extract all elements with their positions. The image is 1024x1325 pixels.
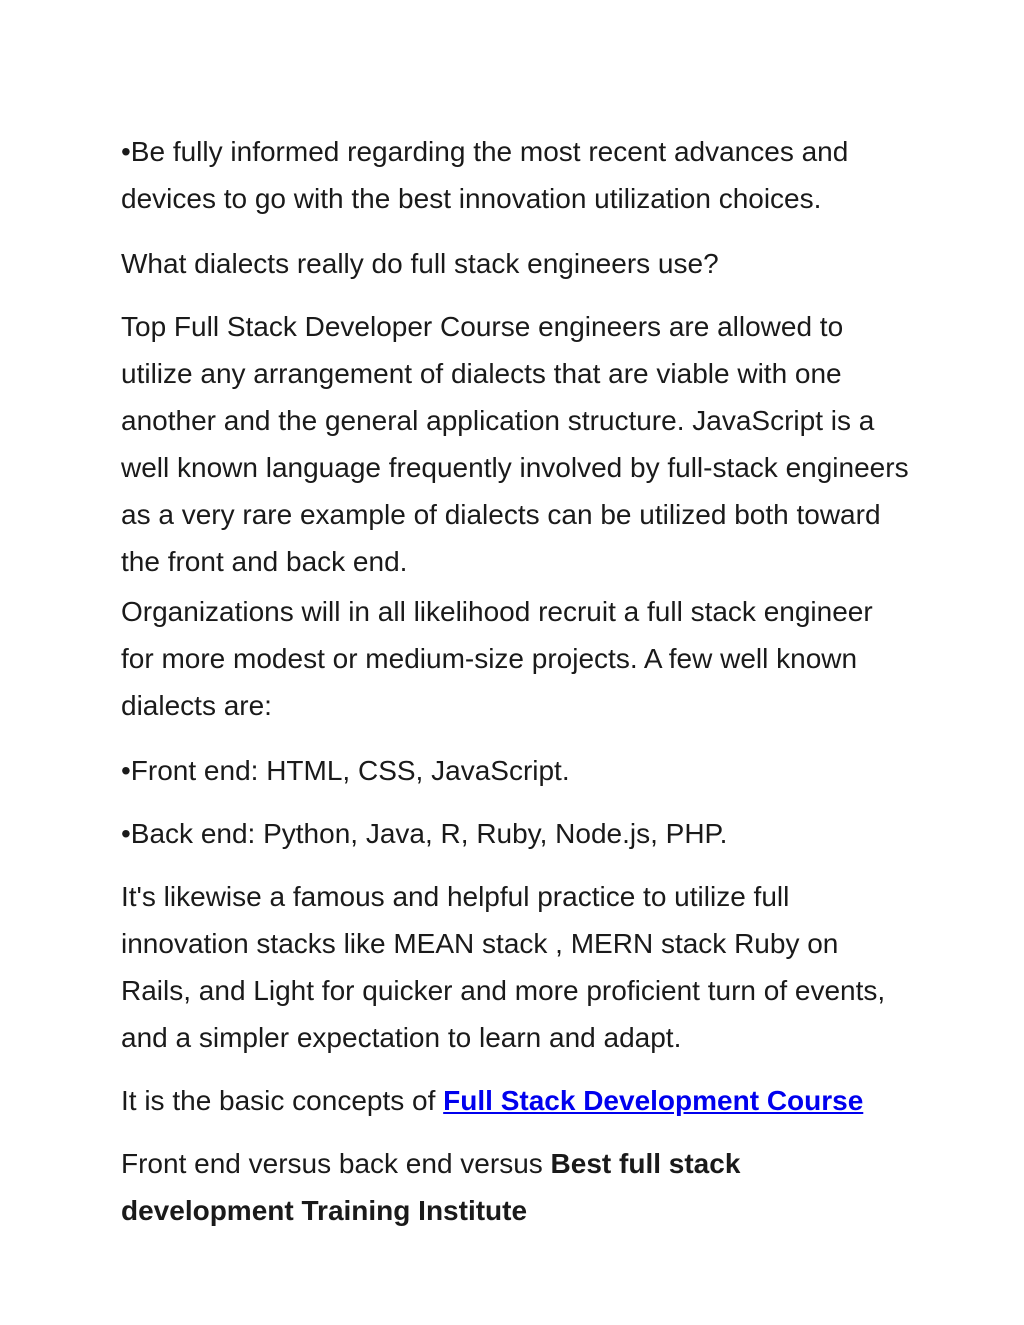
paragraph-languages: Top Full Stack Developer Course engineers are allowed to utilize any arrangement of dialects that are viable with one another and the general application structure. JavaScript is a well known language frequently involved by full-stack engineers as a very rare example of dialects can be utilized both toward the front and back end. <box>121 311 909 577</box>
document-page <box>121 128 911 1234</box>
bullet-back-end: •Back end: Python, Java, R, Ruby, Node.js, PHP. <box>121 818 728 849</box>
paragraph-organizations: Organizations will in all likelihood recruit a full stack engineer for more modest or medium-size projects. A few well known dialects are: <box>121 596 873 721</box>
paragraph-front-back <box>121 1140 911 1234</box>
question-heading: What dialects really do full stack engineers use? <box>121 248 719 279</box>
full-stack-course-link[interactable]: Full Stack Development Course <box>443 1085 864 1116</box>
paragraph-stacks: It's likewise a famous and helpful practice to utilize full innovation stacks like MEAN stack , MERN stack Ruby on Rails, and Light for quicker and more proficient turn of events, and a simpler expectation to learn and adapt. <box>121 881 886 1053</box>
basic-concepts-text: It is the basic concepts of <box>121 1085 444 1116</box>
bullet-stay-informed: •Be fully informed regarding the most recent advances and devices to go with the best innovation utilization choices. <box>121 136 849 214</box>
front-back-text: Front end versus back end versus <box>121 1148 551 1179</box>
training-institute-bold: Best full stack development Training Institute <box>121 1148 741 1226</box>
paragraph-basic-concepts <box>121 1077 911 1124</box>
bullet-front-end: •Front end: HTML, CSS, JavaScript. <box>121 755 570 786</box>
